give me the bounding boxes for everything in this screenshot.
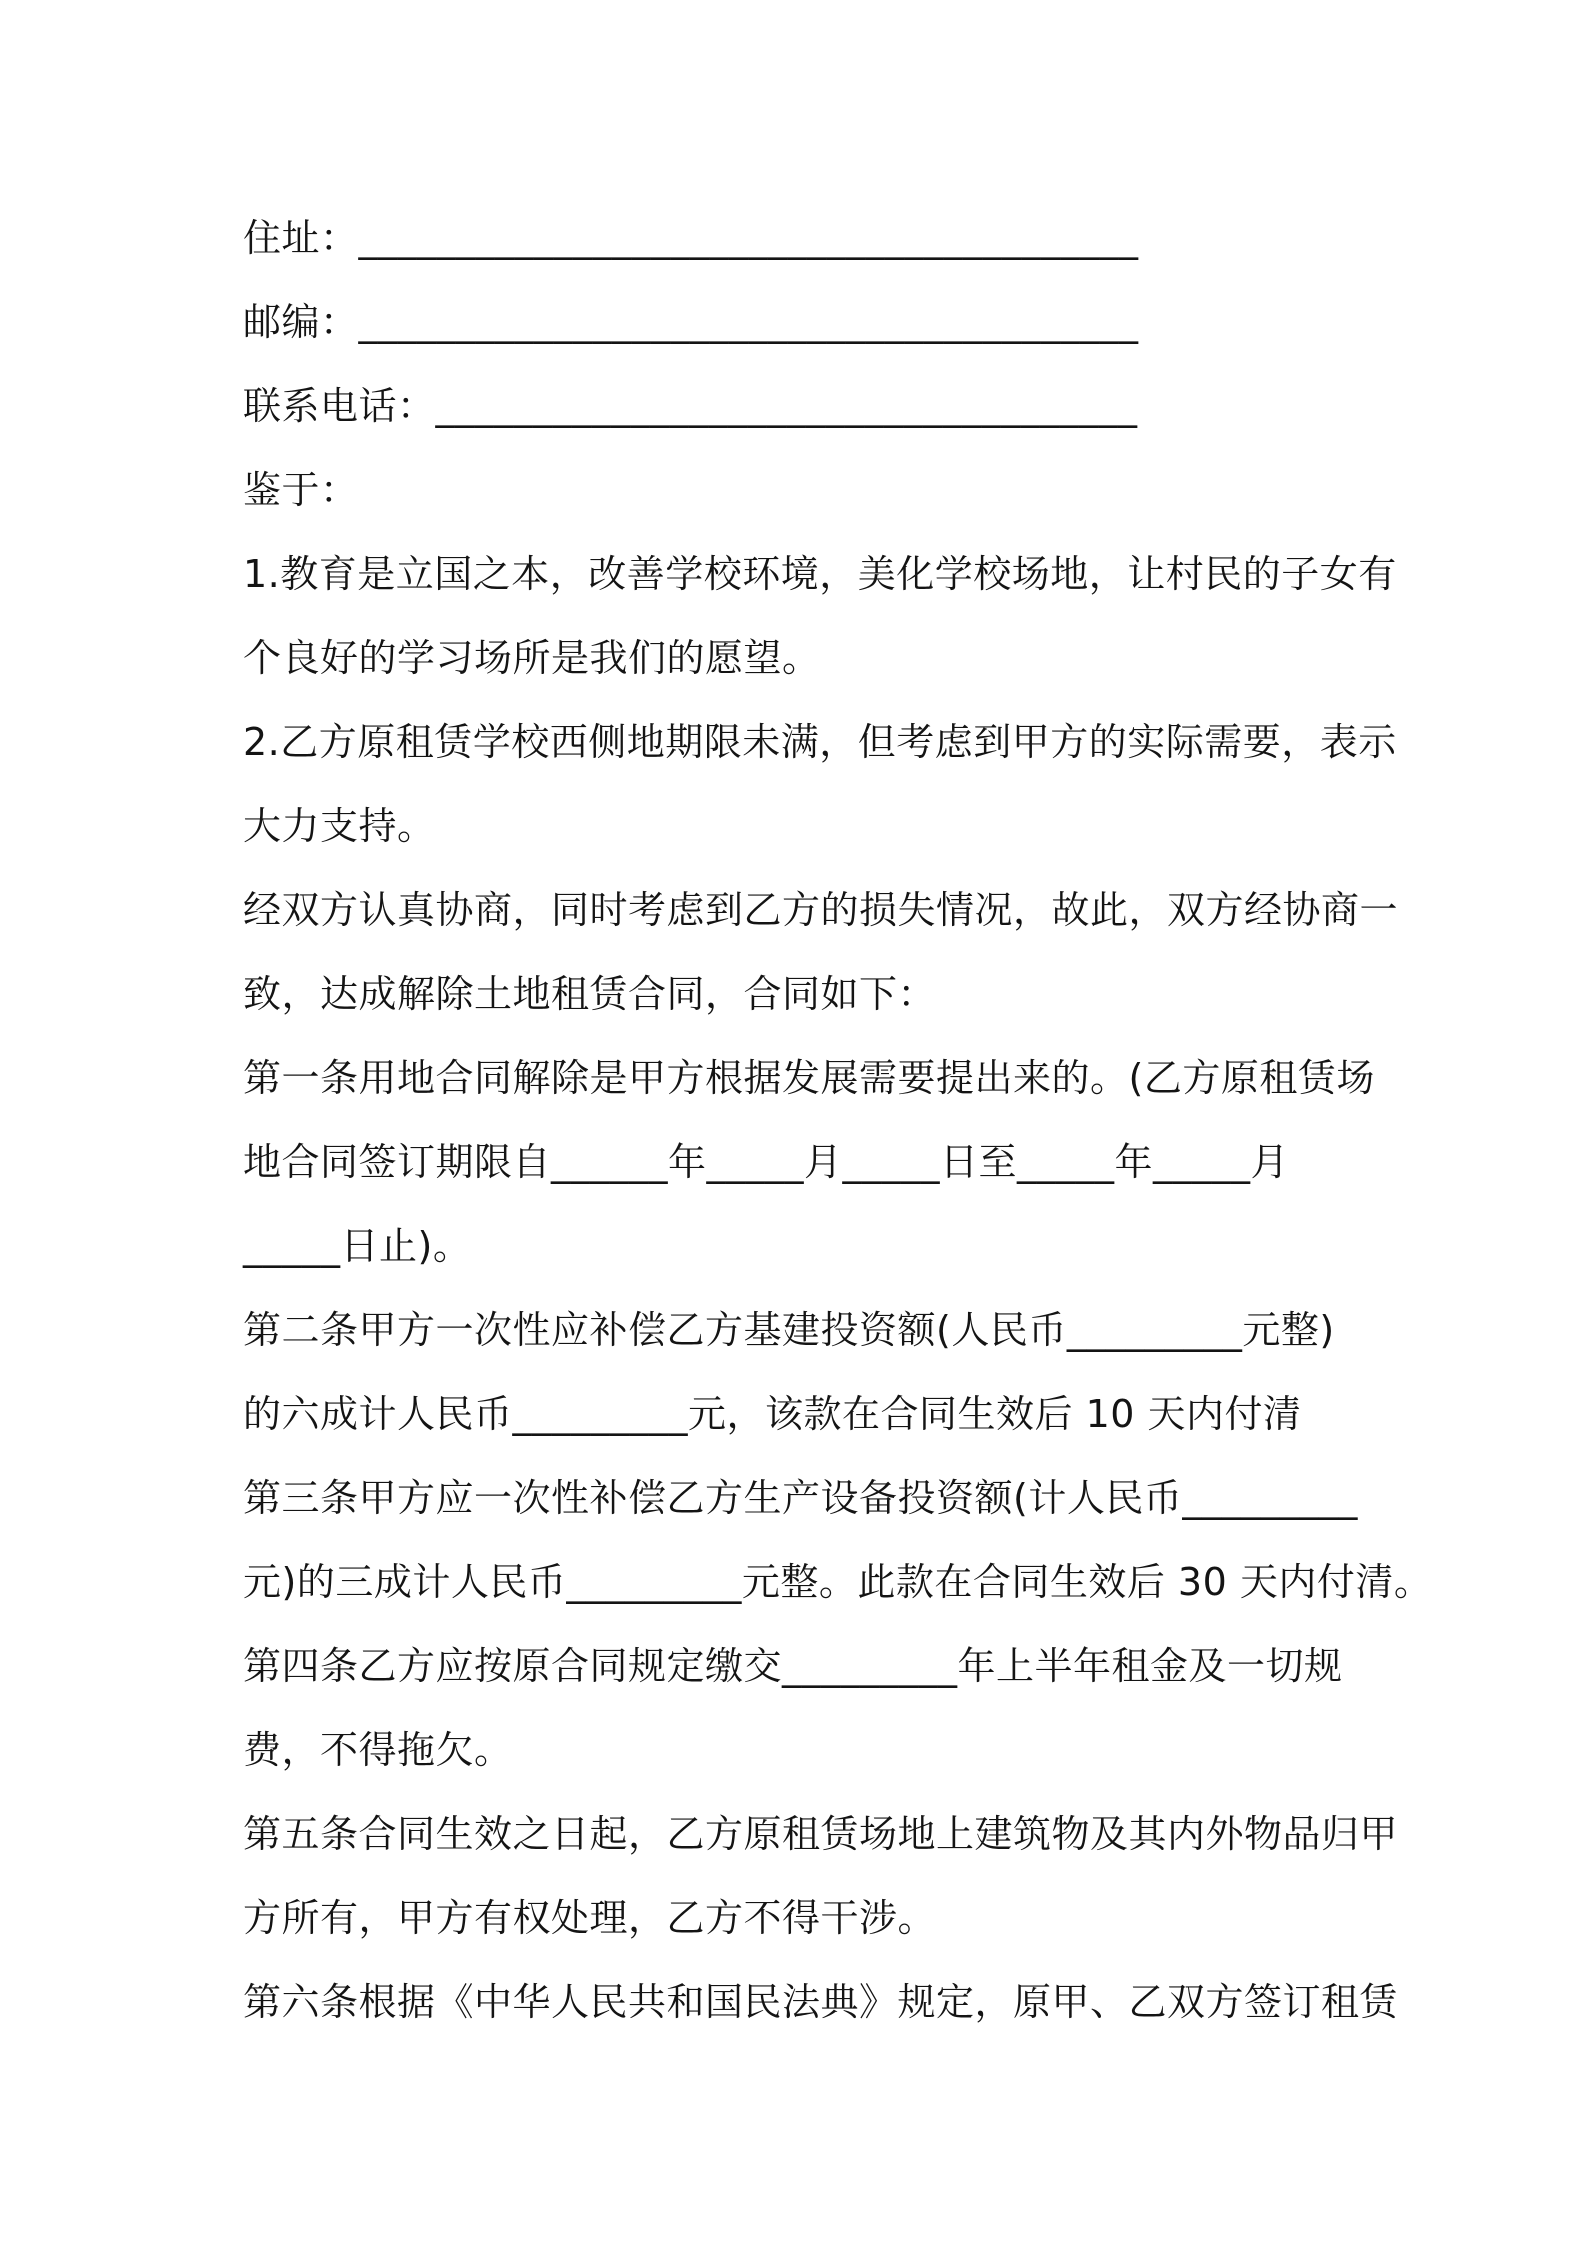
document-body xyxy=(243,196,1433,2044)
recital-2-line-2: 大力支持。 xyxy=(243,804,436,848)
article-6-line-1: 第六条根据《中华人民共和国民法典》规定，原甲、乙双方签订租赁 xyxy=(243,1980,1399,2024)
recital-1-line-1: 1.教育是立国之本，改善学校环境，美化学校场地，让村民的子女有 xyxy=(243,552,1397,596)
preamble-line-2: 致，达成解除土地租赁合同，合同如下： xyxy=(243,972,937,1016)
article-3-line-2: 元)的三成计人民币_________元整。此款在合同生效后 30 天内付清。 xyxy=(243,1560,1433,1604)
phone-field-line: 联系电话：____________________________________ xyxy=(243,384,1138,428)
article-1-line-3: _____日止)。 xyxy=(243,1224,472,1268)
article-3-line-1: 第三条甲方应一次性补偿乙方生产设备投资额(计人民币_________ xyxy=(243,1476,1358,1520)
recital-2-line-1: 2.乙方原租赁学校西侧地期限未满，但考虑到甲方的实际需要，表示 xyxy=(243,720,1397,764)
article-2-line-2: 的六成计人民币_________元，该款在合同生效后 10 天内付清 xyxy=(243,1392,1302,1436)
article-1-line-1: 第一条用地合同解除是甲方根据发展需要提出来的。(乙方原租赁场 xyxy=(243,1056,1375,1100)
article-4-line-1: 第四条乙方应按原合同规定缴交_________年上半年租金及一切规 xyxy=(243,1644,1343,1688)
article-2-line-1: 第二条甲方一次性应补偿乙方基建投资额(人民币_________元整) xyxy=(243,1308,1335,1352)
article-5-line-2: 方所有，甲方有权处理，乙方不得干涉。 xyxy=(243,1896,937,1940)
whereas-heading: 鉴于： xyxy=(243,468,359,512)
article-5-line-1: 第五条合同生效之日起，乙方原租赁场地上建筑物及其内外物品归甲 xyxy=(243,1812,1399,1856)
preamble-line-1: 经双方认真协商，同时考虑到乙方的损失情况，故此，双方经协商一 xyxy=(243,888,1399,932)
recital-1-line-2: 个良好的学习场所是我们的愿望。 xyxy=(243,636,821,680)
article-4-line-2: 费，不得拖欠。 xyxy=(243,1728,513,1772)
postcode-field-line: 邮编：________________________________________ xyxy=(243,300,1139,344)
address-field-line: 住址：________________________________________ xyxy=(243,216,1139,260)
article-1-line-2: 地合同签订期限自______年_____月_____日至_____年_____月 xyxy=(243,1140,1290,1184)
